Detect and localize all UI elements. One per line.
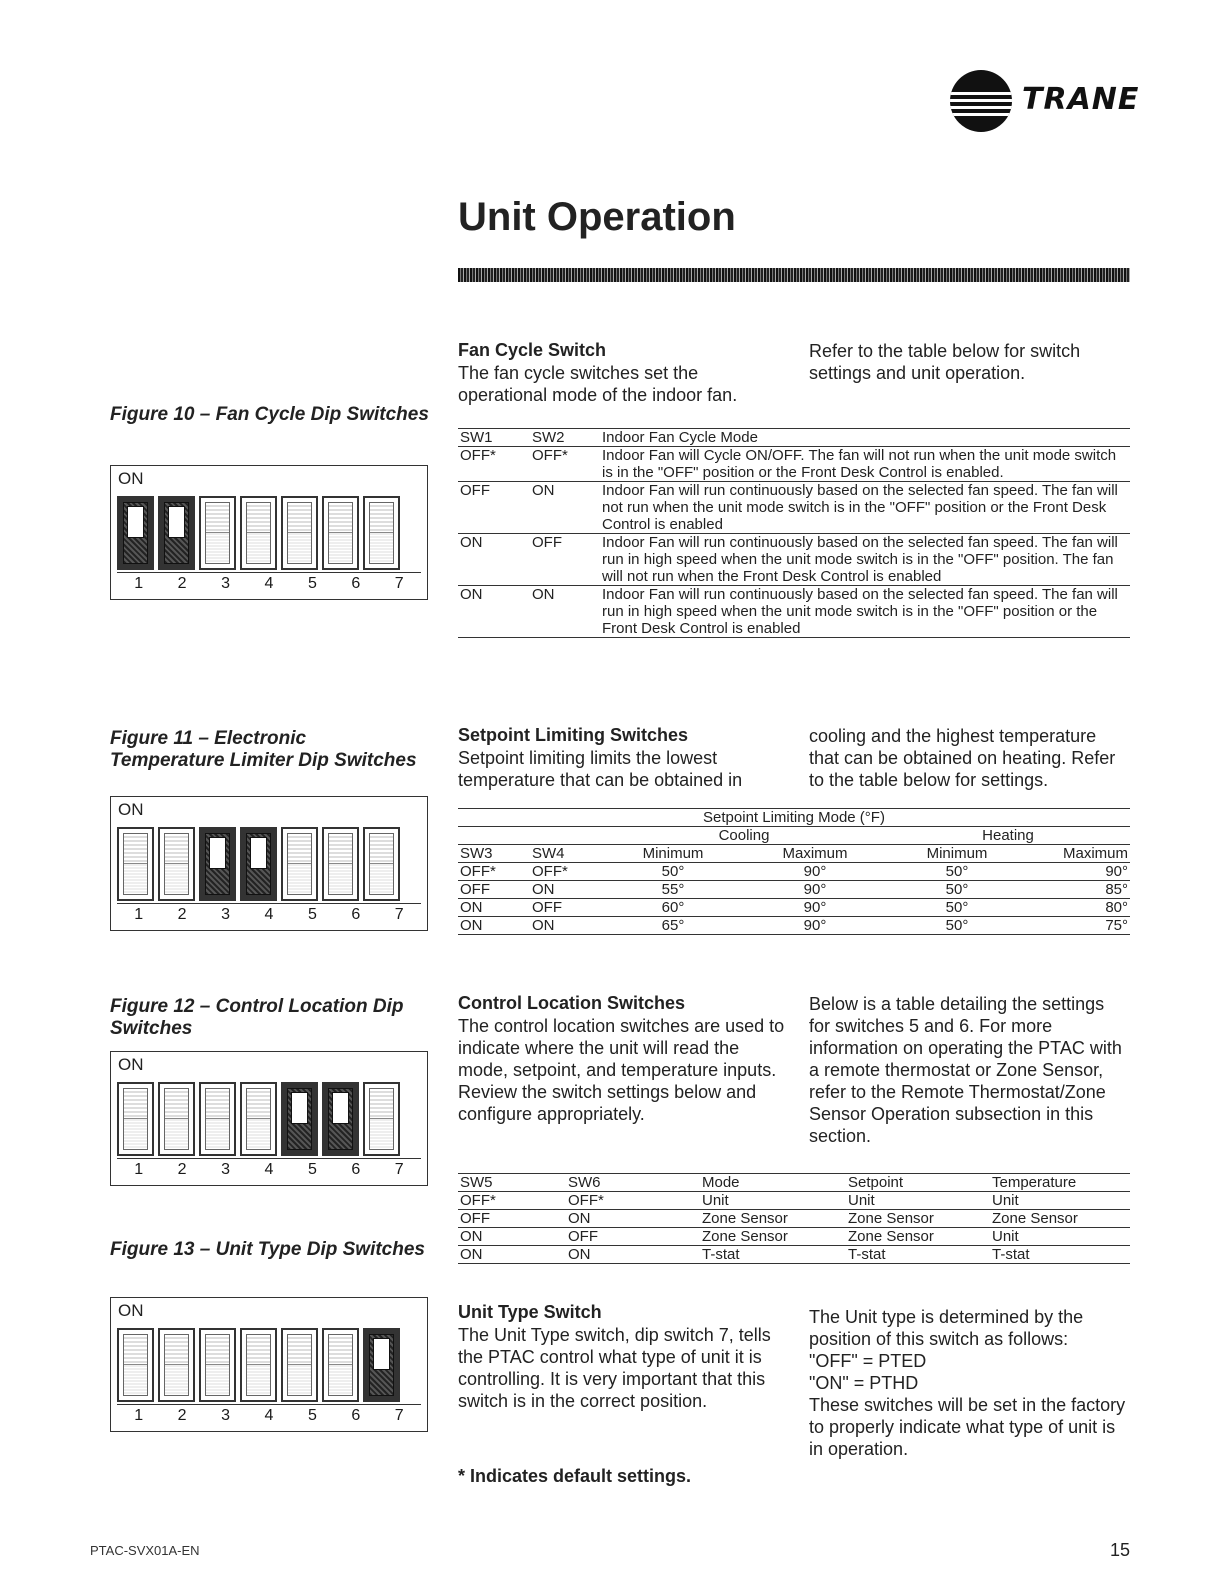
dip-switch-number: 3 [221,1161,230,1178]
fan-cycle-table [458,428,1130,638]
dip-switch-6 [322,1328,359,1402]
table-cell: 50° [886,899,1028,917]
dip-switch-number: 3 [221,906,230,923]
control-location-heading: Control Location Switches [458,993,686,1013]
table-cell: 65° [602,917,744,935]
table-cell: Unit [846,1192,990,1210]
table-header: SW3 [458,845,530,863]
table-cell: Indoor Fan will Cycle ON/OFF. The fan will not run when the unit mode switch is in the "OFF" position or the Front Desk Control is enabled. [600,447,1130,482]
dip-switch-5 [281,496,318,570]
table-cell: Unit [990,1228,1130,1246]
table-header: Maximum [744,845,886,863]
dip-switch-7 [363,827,400,901]
setpoint-text-col2: cooling and the highest temperature that can be obtained on heating. Refer to the table below for settings. [809,726,1116,790]
table-header: Maximum [1028,845,1130,863]
table-header-row [458,845,1130,863]
setpoint-text-col1: Setpoint limiting limits the lowest temperature that can be obtained in [458,748,743,790]
table-header: Minimum [886,845,1028,863]
table-cell: 75° [1028,917,1130,935]
dip-switch-3 [199,496,236,570]
dip-switch-numbers [117,1158,421,1181]
table-cell: OFF* [530,863,602,881]
table-cell: Unit [700,1192,846,1210]
dip-switch-6 [322,1082,359,1156]
dip-switch-number: 7 [394,906,404,923]
dip-switch-7 [363,1328,400,1402]
table-cell: OFF [458,482,530,534]
figure-10-dip-switches [110,465,428,600]
heating-group-label: Heating [886,827,1130,845]
table-cell: OFF* [530,447,600,482]
control-location-text-col1: The control location switches are used to indicate where the unit will read the mode, setpoint, and temperature inputs. Review the switch settings below and configure appropriately. [458,1016,785,1124]
dip-switch-number: 6 [351,575,361,592]
dip-switch-2 [158,827,195,901]
dip-switch-number: 5 [307,575,317,592]
table-cell: OFF [458,1210,566,1228]
fan-cycle-heading: Fan Cycle Switch [458,340,607,360]
table-header-row [458,1174,1130,1192]
table-header: SW5 [458,1174,566,1192]
table-cell: 80° [1028,899,1130,917]
dip-switch-number: 4 [264,1407,274,1424]
cooling-group-label: Cooling [602,827,886,845]
table-cell: 50° [886,863,1028,881]
dip-switch-number: 1 [134,575,144,592]
table-row [458,881,1130,899]
dip-switch-1 [117,1082,154,1156]
dip-on-label: ON [118,1301,144,1320]
table-cell: ON [566,1246,700,1264]
table-cell: Zone Sensor [846,1228,990,1246]
dip-on-label: ON [118,800,144,819]
table-cell: OFF* [458,447,530,482]
figure-12-caption: Figure 12 – Control Location Dip Switches [110,996,404,1039]
table-title-row [458,809,1130,827]
trane-logo-icon [950,70,1012,132]
dip-switch-7 [363,1082,400,1156]
dip-switch-5 [281,1082,318,1156]
dip-switch-4 [240,827,277,901]
table-cell: Zone Sensor [700,1228,846,1246]
table-cell: ON [530,586,600,638]
unit-type-line: These switches will be set in the factory to properly indicate what type of unit is in operation. [809,1395,1126,1459]
table-cell: OFF* [458,863,530,881]
dip-switch-row [117,1328,400,1402]
table-header: SW2 [530,429,600,447]
dip-switch-7 [363,496,400,570]
figure-13-caption: Figure 13 – Unit Type Dip Switches [110,1239,425,1260]
dip-switch-2 [158,496,195,570]
dip-switch-numbers [117,903,421,926]
brand-name: TRANE [1022,82,1140,117]
dip-switch-row [117,496,400,570]
default-settings-footnote: * Indicates default settings. [458,1466,692,1486]
table-header: Indoor Fan Cycle Mode [600,429,1130,447]
control-location-table [458,1173,1130,1264]
table-row [458,534,1130,586]
table-cell: OFF [530,534,600,586]
dip-switch-number: 2 [177,1407,187,1424]
table-row [458,482,1130,534]
table-group-row [458,827,1130,845]
table-header: Minimum [602,845,744,863]
control-location-text-col2: Below is a table detailing the settings for switches 5 and 6. For more information on operating the PTAC with a remote thermostat or Zone Sensor, refer to the Remote Thermostat/Zone Sensor Operation subsection in this section. [809,994,1122,1146]
table-cell: ON [566,1210,700,1228]
table-cell: 90° [744,863,886,881]
table-row [458,447,1130,482]
dip-switch-1 [117,1328,154,1402]
setpoint-heading: Setpoint Limiting Switches [458,725,689,745]
table-header: Setpoint [846,1174,990,1192]
table-row [458,586,1130,638]
dip-switch-number: 3 [221,1407,230,1424]
table-header: SW4 [530,845,602,863]
table-cell: 90° [744,881,886,899]
table-cell: 90° [744,899,886,917]
table-cell: Indoor Fan will run continuously based on the selected fan speed. The fan will run in high speed when the unit mode switch is in the "OFF" position or the Front Desk Control is enabled [600,586,1130,638]
table-cell: Zone Sensor [846,1210,990,1228]
dip-switch-3 [199,1082,236,1156]
dip-switch-number: 6 [351,906,361,923]
dip-switch-4 [240,1082,277,1156]
table-cell: 50° [886,917,1028,935]
table-row [458,863,1130,881]
table-cell: ON [458,586,530,638]
dip-switch-number: 4 [264,1161,274,1178]
table-cell: T-stat [846,1246,990,1264]
table-row [458,1210,1130,1228]
table-cell: 90° [744,917,886,935]
dip-on-label: ON [118,1055,144,1074]
setpoint-table [458,808,1130,935]
fan-cycle-text-col1: The fan cycle switches set the operational mode of the indoor fan. [458,363,738,405]
dip-switch-2 [158,1082,195,1156]
figure-11-caption: Figure 11 – Electronic Temperature Limiter Dip Switches [110,728,417,771]
dip-switch-number: 2 [177,906,187,923]
table-cell: 85° [1028,881,1130,899]
fan-cycle-text-col2: Refer to the table below for switch settings and unit operation. [809,341,1081,383]
dip-switch-row [117,827,400,901]
table-header: Mode [700,1174,846,1192]
table-cell: OFF* [566,1192,700,1210]
dip-switch-4 [240,496,277,570]
table-cell: ON [530,917,602,935]
table-cell: Unit [990,1192,1130,1210]
dip-switch-number: 1 [134,906,144,923]
dip-switch-number: 5 [307,1407,317,1424]
dip-switch-number: 4 [264,575,274,592]
dip-switch-1 [117,827,154,901]
table-cell: T-stat [990,1246,1130,1264]
table-cell: T-stat [700,1246,846,1264]
dip-switch-5 [281,1328,318,1402]
table-cell: ON [458,1228,566,1246]
dip-switch-number: 2 [177,1161,187,1178]
table-header-row [458,429,1130,447]
dip-switch-6 [322,827,359,901]
table-row [458,1228,1130,1246]
dip-switch-number: 7 [394,575,404,592]
setpoint-table-title: Setpoint Limiting Mode (°F) [458,809,1130,827]
unit-type-text-col1: The Unit Type switch, dip switch 7, tells the PTAC control what type of unit it is controlling. It is very important that this switch is in the correct position. [458,1325,771,1411]
table-cell: Indoor Fan will run continuously based on the selected fan speed. The fan will not run when the unit mode switch is in the "OFF" position or the Front Desk Control is enabled [600,482,1130,534]
table-header: SW6 [566,1174,700,1192]
unit-type-heading: Unit Type Switch [458,1302,602,1322]
table-cell: ON [530,482,600,534]
table-row [458,917,1130,935]
table-cell: 50° [602,863,744,881]
dip-on-label: ON [118,469,144,488]
dip-switch-6 [322,496,359,570]
dip-switch-row [117,1082,400,1156]
page-title: Unit Operation [458,195,736,239]
page-number: 15 [1110,1540,1131,1560]
table-cell: ON [458,534,530,586]
table-row [458,1246,1130,1264]
table-header: Temperature [990,1174,1130,1192]
dip-switch-numbers [117,572,421,595]
dip-switch-1 [117,496,154,570]
table-cell: ON [458,1246,566,1264]
dip-switch-number: 7 [394,1161,404,1178]
dip-switch-number: 4 [264,906,274,923]
dip-switch-number: 2 [177,575,187,592]
dip-switch-number: 1 [134,1161,144,1178]
table-row [458,1192,1130,1210]
figure-10-caption: Figure 10 – Fan Cycle Dip Switches [110,404,429,425]
dip-switch-number: 7 [394,1407,404,1424]
dip-switch-3 [199,1328,236,1402]
table-cell: ON [530,881,602,899]
table-cell: Zone Sensor [990,1210,1130,1228]
unit-type-line: "OFF" = PTED [809,1351,927,1371]
figure-12-dip-switches [110,1051,428,1186]
dip-switch-number: 3 [221,575,230,592]
figure-11-dip-switches [110,796,428,931]
title-rule [458,268,1130,282]
dip-switch-numbers [117,1404,421,1427]
table-cell: OFF [530,899,602,917]
dip-switch-number: 5 [307,906,317,923]
table-cell: OFF [458,881,530,899]
unit-type-line: The Unit type is determined by the position of this switch as follows: [809,1307,1084,1349]
document-id: PTAC-SVX01A-EN [90,1543,200,1558]
dip-switch-number: 6 [351,1161,361,1178]
unit-type-text-col2 [809,1306,1129,1460]
figure-13-dip-switches [110,1297,428,1432]
table-row [458,899,1130,917]
unit-type-line: "ON" = PTHD [809,1373,919,1393]
dip-switch-number: 1 [134,1407,144,1424]
dip-switch-3 [199,827,236,901]
table-cell: OFF [566,1228,700,1246]
table-cell: 50° [886,881,1028,899]
table-cell: 55° [602,881,744,899]
dip-switch-4 [240,1328,277,1402]
dip-switch-2 [158,1328,195,1402]
table-cell: 90° [1028,863,1130,881]
table-cell: ON [458,899,530,917]
table-cell: ON [458,917,530,935]
table-cell: 60° [602,899,744,917]
dip-switch-5 [281,827,318,901]
table-cell: OFF* [458,1192,566,1210]
dip-switch-number: 6 [351,1407,361,1424]
table-header: SW1 [458,429,530,447]
dip-switch-number: 5 [307,1161,317,1178]
table-cell: Indoor Fan will run continuously based on the selected fan speed. The fan will run in high speed when the unit mode switch is in the "OFF" position. The fan will not run when the Front Desk Control is enabled [600,534,1130,586]
table-cell: Zone Sensor [700,1210,846,1228]
